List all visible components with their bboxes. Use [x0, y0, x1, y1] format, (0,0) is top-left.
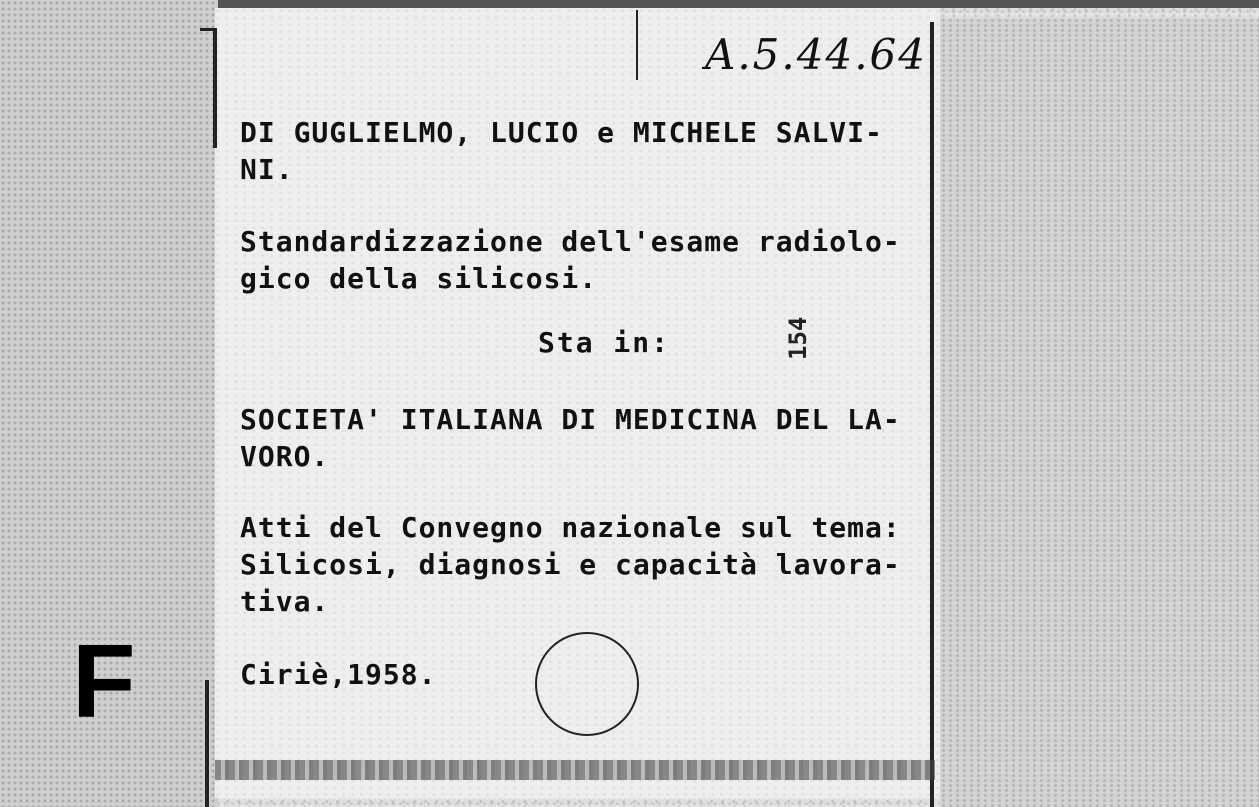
- sta-in-number: 154: [784, 316, 812, 360]
- author-line-2: NI.: [240, 153, 294, 186]
- place-date: Ciriè,1958.: [240, 658, 437, 691]
- title-line-2: gico della silicosi.: [240, 262, 598, 295]
- scan-bottom-edge: [215, 760, 935, 780]
- proceedings-line-3: tiva.: [240, 585, 330, 618]
- card-left-edge: [213, 28, 217, 148]
- sta-in-label: Sta in:: [538, 326, 671, 359]
- stamp-circle: [535, 632, 639, 736]
- society-line-2: VORO.: [240, 440, 330, 473]
- card-fold-mark: [636, 10, 638, 80]
- author-line-1: DI GUGLIELMO, LUCIO e MICHELE SALVI-: [240, 116, 883, 149]
- tab-letter: F: [72, 624, 136, 740]
- society-line-1: SOCIETA' ITALIANA DI MEDICINA DEL LA-: [240, 403, 901, 436]
- title-line-1: Standardizzazione dell'esame radiolo-: [240, 225, 901, 258]
- shelfmark: A.5.44.64: [705, 30, 927, 79]
- card-right-edge: [930, 22, 934, 807]
- proceedings-line-2: Silicosi, diagnosi e capacità lavora-: [240, 548, 901, 581]
- card-left-edge-lower: [205, 680, 209, 807]
- right-card-strip: [940, 18, 1259, 807]
- proceedings-line-1: Atti del Convegno nazionale sul tema:: [240, 511, 901, 544]
- card-left-edge-tick: [200, 28, 216, 31]
